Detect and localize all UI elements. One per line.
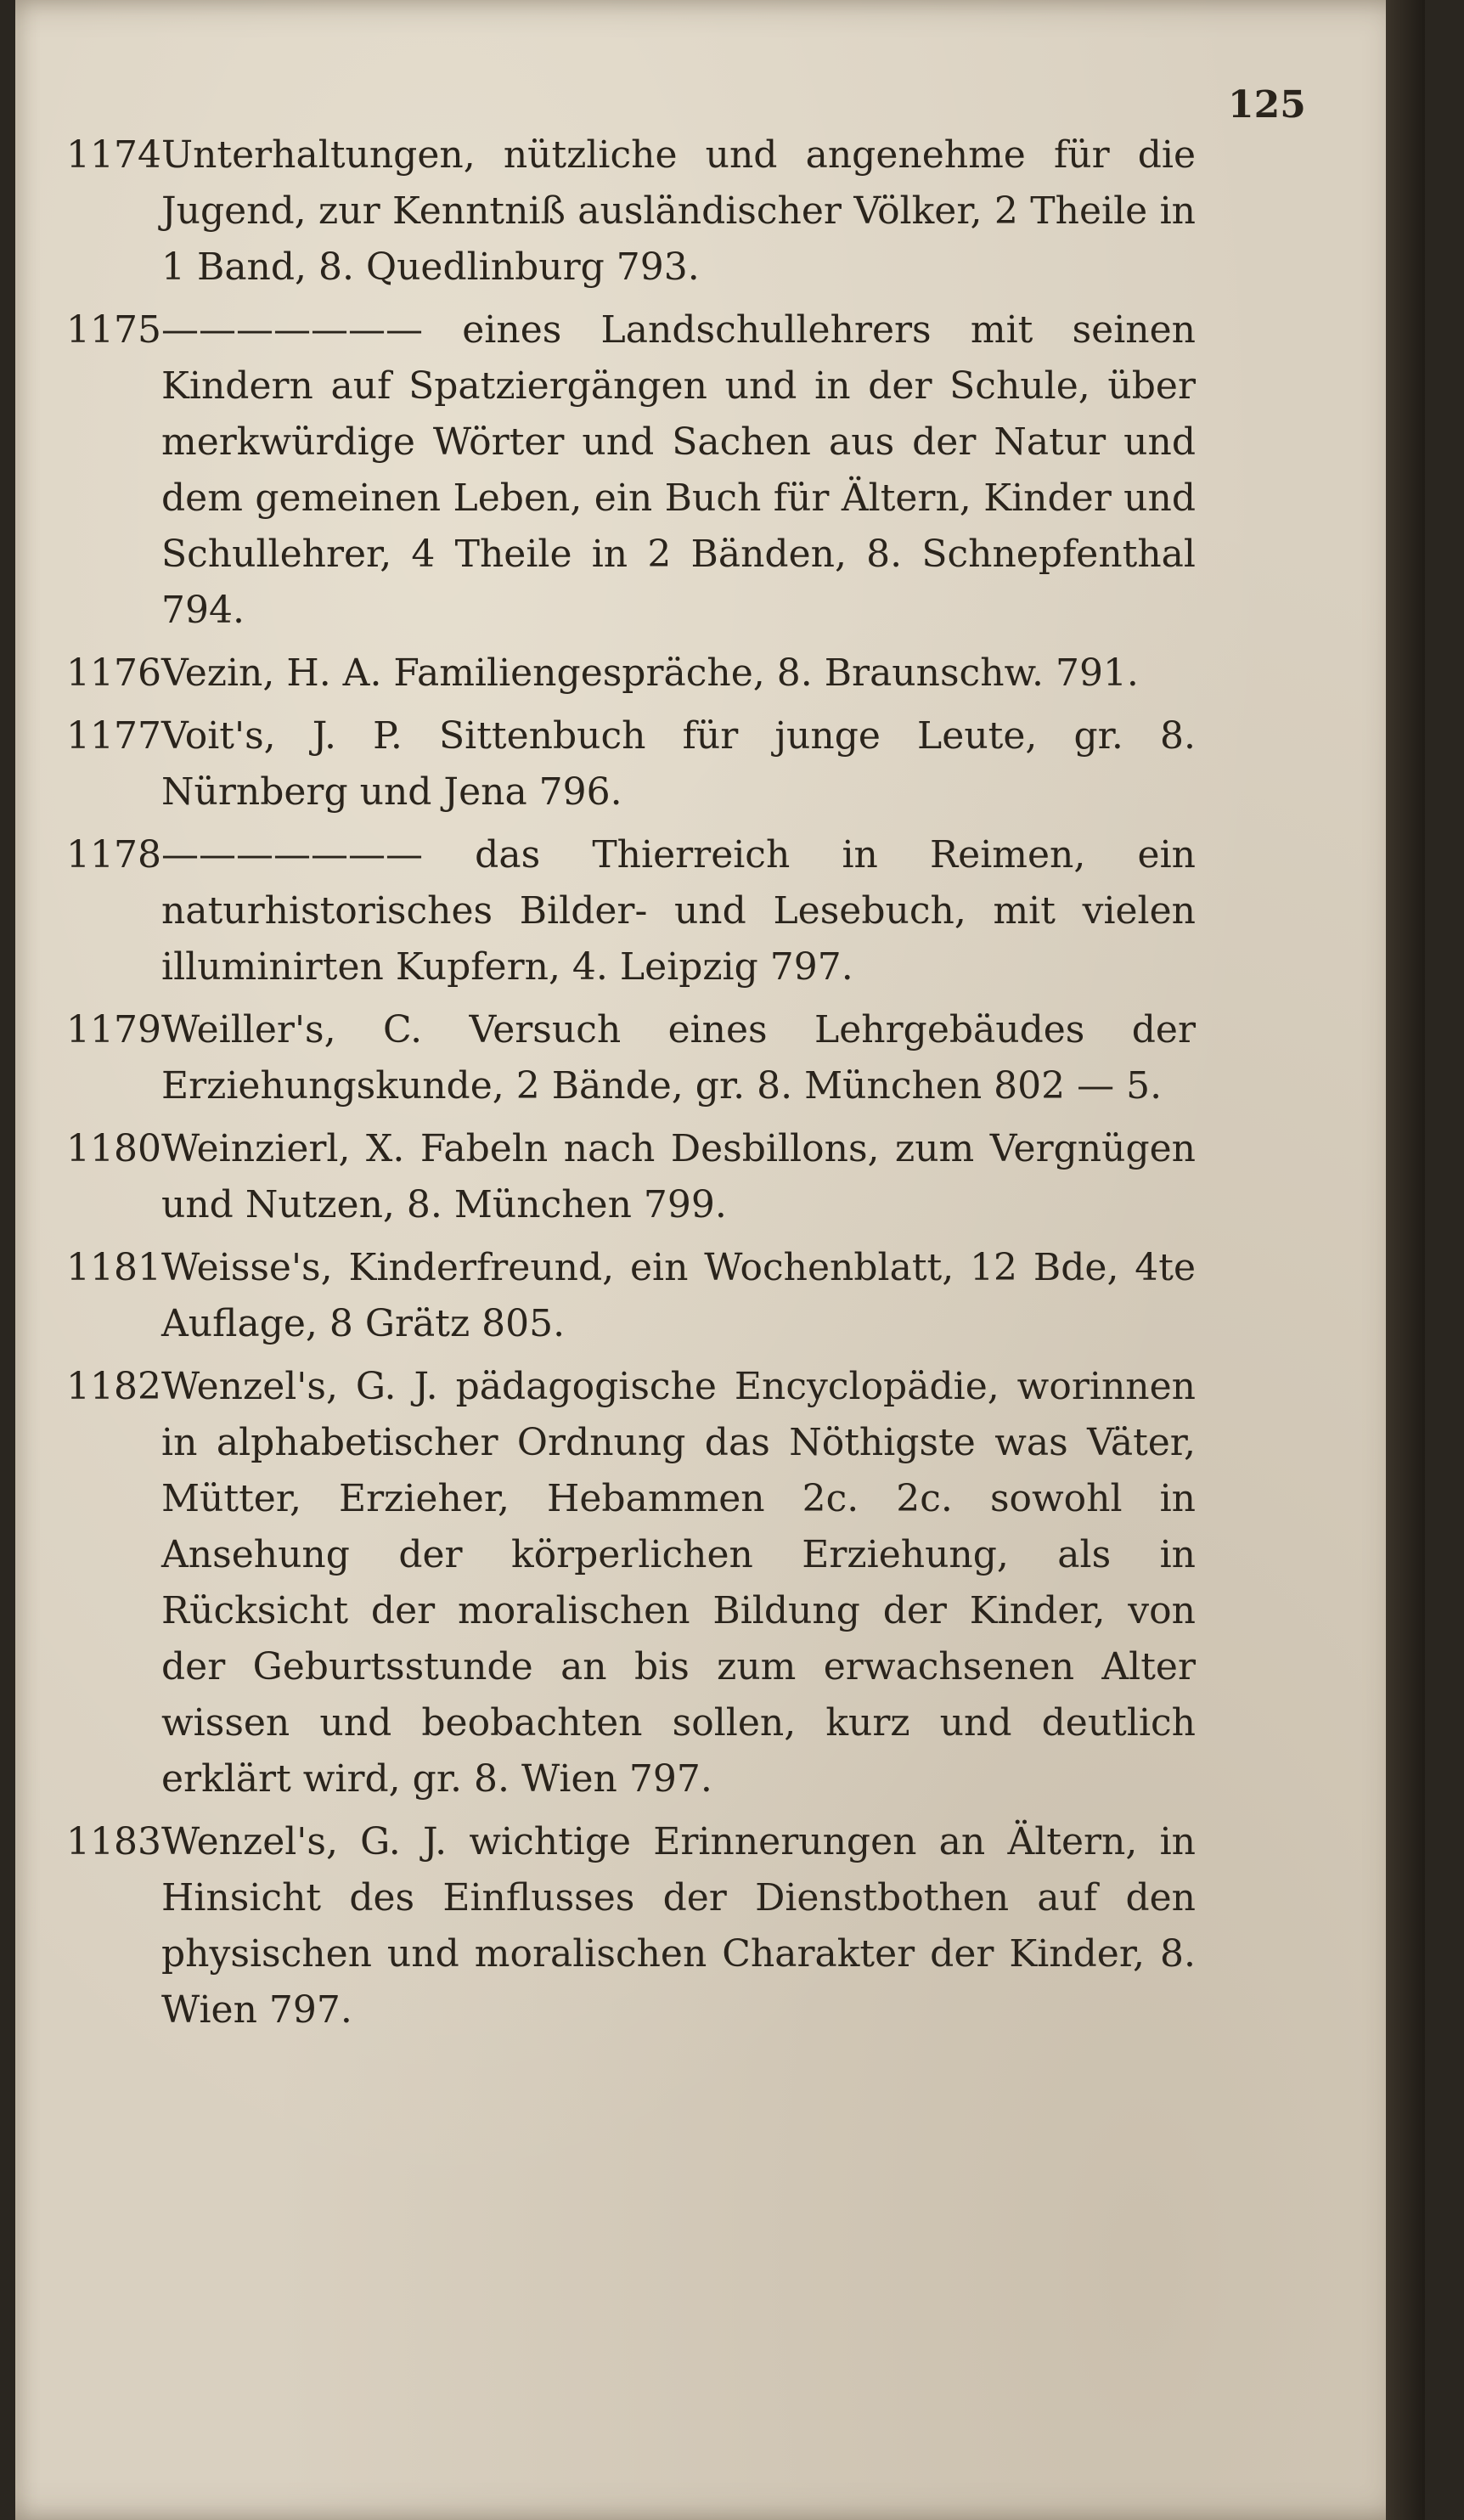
entry-number: 1181 — [66, 1246, 161, 1289]
catalog-entry — [66, 302, 1196, 639]
catalog-entry — [66, 1240, 1196, 1352]
entry-text: Wenzel's, G. J. wichtige Erinnerungen an Ältern, in Hinsicht des Einflusses der Dienstbothen auf den physischen und moralischen Charakter der Kinder, 8. Wien 797. — [161, 1820, 1196, 2032]
entry-number: 1176 — [66, 651, 161, 695]
entry-text: Vezin, H. A. Familiengespräche, 8. Braunschw. 791. — [161, 651, 1139, 695]
catalog-entry — [66, 1121, 1196, 1233]
entry-text: Weiller's, C. Versuch eines Lehrgebäudes der Erziehungskunde, 2 Bände, gr. 8. München 802 — 5. — [161, 1008, 1196, 1108]
entry-number: 1179 — [66, 1008, 161, 1051]
entry-number: 1177 — [66, 714, 161, 758]
catalog-entries — [66, 127, 1196, 2045]
entry-text: Voit's, J. P. Sittenbuch für junge Leute, gr. 8. Nürnberg und Jena 796. — [161, 714, 1196, 814]
entry-text: ——————— das Thierreich in Reimen, ein naturhistorisches Bilder- und Lesebuch, mit vielen illuminirten Kupfern, 4. Leipzig 797. — [161, 833, 1196, 989]
entry-text: Weisse's, Kinderfreund, ein Wochenblatt, 12 Bde, 4te Auflage, 8 Grätz 805. — [161, 1246, 1196, 1345]
catalog-entry — [66, 646, 1196, 702]
entry-text: Unterhaltungen, nützliche und angenehme für die Jugend, zur Kenntniß ausländischer Völker, 2 Theile in 1 Band, 8. Quedlinburg 793. — [161, 133, 1196, 289]
entry-text: ——————— eines Landschullehrers mit seinen Kindern auf Spatziergängen und in der Schule, über merkwürdige Wörter und Sachen aus der Natur und dem gemeinen Leben, ein Buch für Ältern, Kinder und Schullehrer, 4 Theile in 2 Bänden, 8. Schnepfenthal 794. — [161, 308, 1196, 632]
page-number: 125 — [1228, 83, 1306, 127]
entry-number: 1180 — [66, 1127, 161, 1170]
entry-number: 1178 — [66, 833, 161, 877]
catalog-entry — [66, 1359, 1196, 1807]
catalog-entry — [66, 708, 1196, 820]
entry-text: Wenzel's, G. J. pädagogische Encyclopädie, worinnen in alphabetischer Ordnung das Nöthigste was Väter, Mütter, Erzieher, Hebammen 2c. 2c. sowohl in Ansehung der körperlichen Erziehung, als in Rücksicht der moralischen Bildung der Kinder, von der Geburtsstunde an bis zum erwachsenen Alter wissen und beobachten sollen, kurz und deutlich erklärt wird, gr. 8. Wien 797. — [161, 1365, 1196, 1801]
catalog-entry — [66, 1814, 1196, 2038]
entry-text: Weinzierl, X. Fabeln nach Desbillons, zum Vergnügen und Nutzen, 8. München 799. — [161, 1127, 1196, 1226]
entry-number: 1182 — [66, 1365, 161, 1408]
catalog-entry — [66, 1002, 1196, 1114]
entry-number: 1175 — [66, 308, 161, 352]
book-page — [15, 0, 1425, 2520]
entry-number: 1174 — [66, 133, 161, 177]
catalog-entry — [66, 127, 1196, 296]
catalog-entry — [66, 827, 1196, 995]
book-spine — [1386, 0, 1425, 2520]
entry-number: 1183 — [66, 1820, 161, 1863]
